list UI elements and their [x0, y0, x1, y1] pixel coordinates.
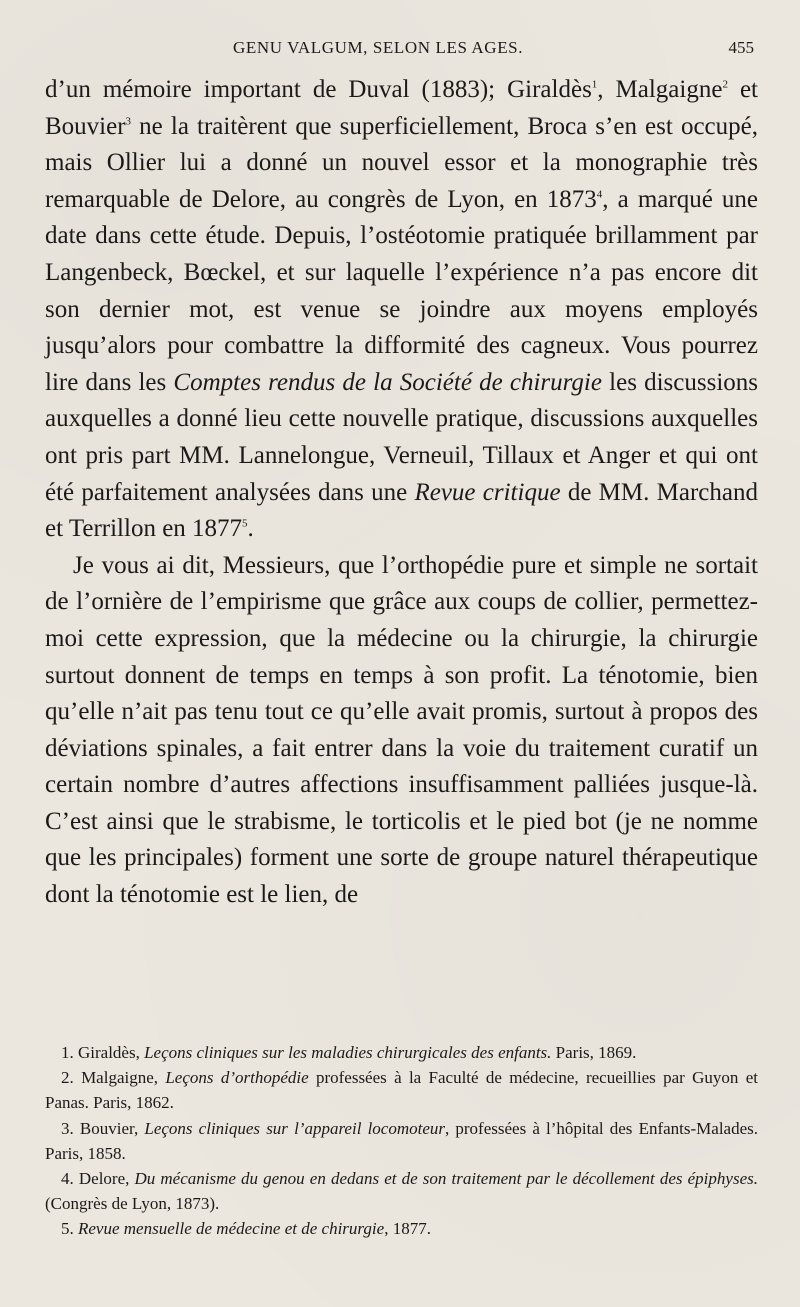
- footnote-details: professées à la Faculté de médecine, recueillies par Guyon et Panas. Paris, 1862.: [45, 1068, 758, 1113]
- footnote-author: Malgaigne,: [73, 1068, 166, 1088]
- footnote-details: (Congrès de Lyon, 1873).: [45, 1194, 220, 1214]
- paragraph-2: Je vous ai dit, Messieurs, que l’orthopédie pure et simple ne sortait de l’ornière de l’empirisme que grâce aux coups de collier, permettez-moi cette expression, que la médecine ou la chirurgie, la chirurgie surtout donnent de temps en temps à son profit. La ténotomie, bien qu’elle n’ait pas tenu tout ce qu’elle avait promis, surtout à propos des déviations spinales, a fait entrer dans la voie du traitement curatif un certain nombre d’autres affections insuffisamment palliées jusque-là. C’est ainsi que le strabisme, le torticolis et le pied bot (je ne nomme que les principales) forment une sorte de groupe naturel thérapeutique dont la ténotomie est le lien, de: [45, 551, 758, 909]
- p1-italic-comptes-rendus: Comptes rendus de la Société de chirurgie: [173, 368, 602, 396]
- running-title: GENU VALGUM, SELON LES AGES.: [233, 38, 524, 57]
- footnote-1: [45, 1040, 758, 1065]
- footnote-ref-5: 5: [242, 517, 248, 530]
- p1-text-6: les discussions auxquelles a donné lieu cette nouvelle pratique, discussions auxquelles ont pris part MM. Lannelongue, Verneuil, Tillaux et Anger et qui ont été parfaitement analysées dans une: [45, 368, 758, 506]
- p1-text-2: , Malgaigne: [597, 76, 723, 103]
- p1-text-7: de MM. Marchand et Terrillon en 1877: [45, 478, 758, 543]
- footnote-title: Leçons cliniques sur les maladies chirurgicales des enfants.: [144, 1043, 552, 1062]
- footnote-title: Leçons d’orthopédie: [165, 1068, 309, 1088]
- p1-text-3: et Bouvier: [45, 76, 758, 140]
- p1-text-4: ne la traitèrent que superficiellement, Broca s’en est occupé, mais Ollier lui a donné un nouvel essor et la monographie très remarquable de Delore, au congrès de Lyon, en 1873: [45, 112, 758, 213]
- footnote-details: , professées à l’hôpital des Enfants-Malades. Paris, 1858.: [45, 1118, 758, 1163]
- footnote-2: [45, 1065, 758, 1115]
- footnote-5: [45, 1216, 758, 1241]
- footnote-number: 4.: [61, 1169, 74, 1189]
- footnote-title: Du mécanisme du genou en dedans et de son traitement par le décollement des épiphyses.: [134, 1169, 758, 1189]
- footnote-details: , 1877.: [384, 1219, 431, 1239]
- footnote-ref-4: 4: [596, 188, 603, 201]
- p1-text-5: , a marqué une date dans cette étude. Depuis, l’ostéotomie pratiquée brillamment par Langenbeck, Bœckel, et sur laquelle l’expérience n’a pas encore dit son dernier mot, est venue se joindre aux moyens employés jusqu’alors pour combattre la difformité des cagneux. Vous pourrez lire dans les: [45, 185, 759, 396]
- footnotes: [45, 1040, 758, 1242]
- footnote-author: Giraldès,: [73, 1043, 145, 1062]
- footnote-4: [45, 1166, 758, 1216]
- footnote-title: Leçons cliniques sur l’appareil locomoteur: [144, 1118, 445, 1138]
- footnote-number: 5.: [61, 1219, 74, 1239]
- footnote-ref-1: 1: [591, 78, 598, 91]
- p1-text-1: d’un mémoire important de Duval (1883); Giraldès: [45, 76, 592, 103]
- footnote-number: 1.: [61, 1043, 74, 1062]
- p1-text-8: .: [247, 515, 254, 543]
- footnote-number: 3.: [61, 1118, 74, 1138]
- footnote-number: 2.: [61, 1068, 74, 1088]
- main-text: [45, 72, 758, 914]
- footnote-ref-2: 2: [722, 78, 728, 91]
- page-header: [45, 38, 758, 72]
- footnote-author: Delore,: [73, 1169, 135, 1189]
- paragraph-1: [45, 72, 758, 548]
- footnote-author: Bouvier,: [73, 1118, 145, 1138]
- footnote-title: Revue mensuelle de médecine et de chirurgie: [78, 1219, 385, 1239]
- footnote-ref-3: 3: [125, 115, 132, 128]
- footnote-details: Paris, 1869.: [551, 1043, 637, 1062]
- footnote-3: [45, 1116, 758, 1166]
- page-number: 455: [728, 38, 754, 57]
- p1-italic-revue-critique: Revue critique: [414, 478, 561, 506]
